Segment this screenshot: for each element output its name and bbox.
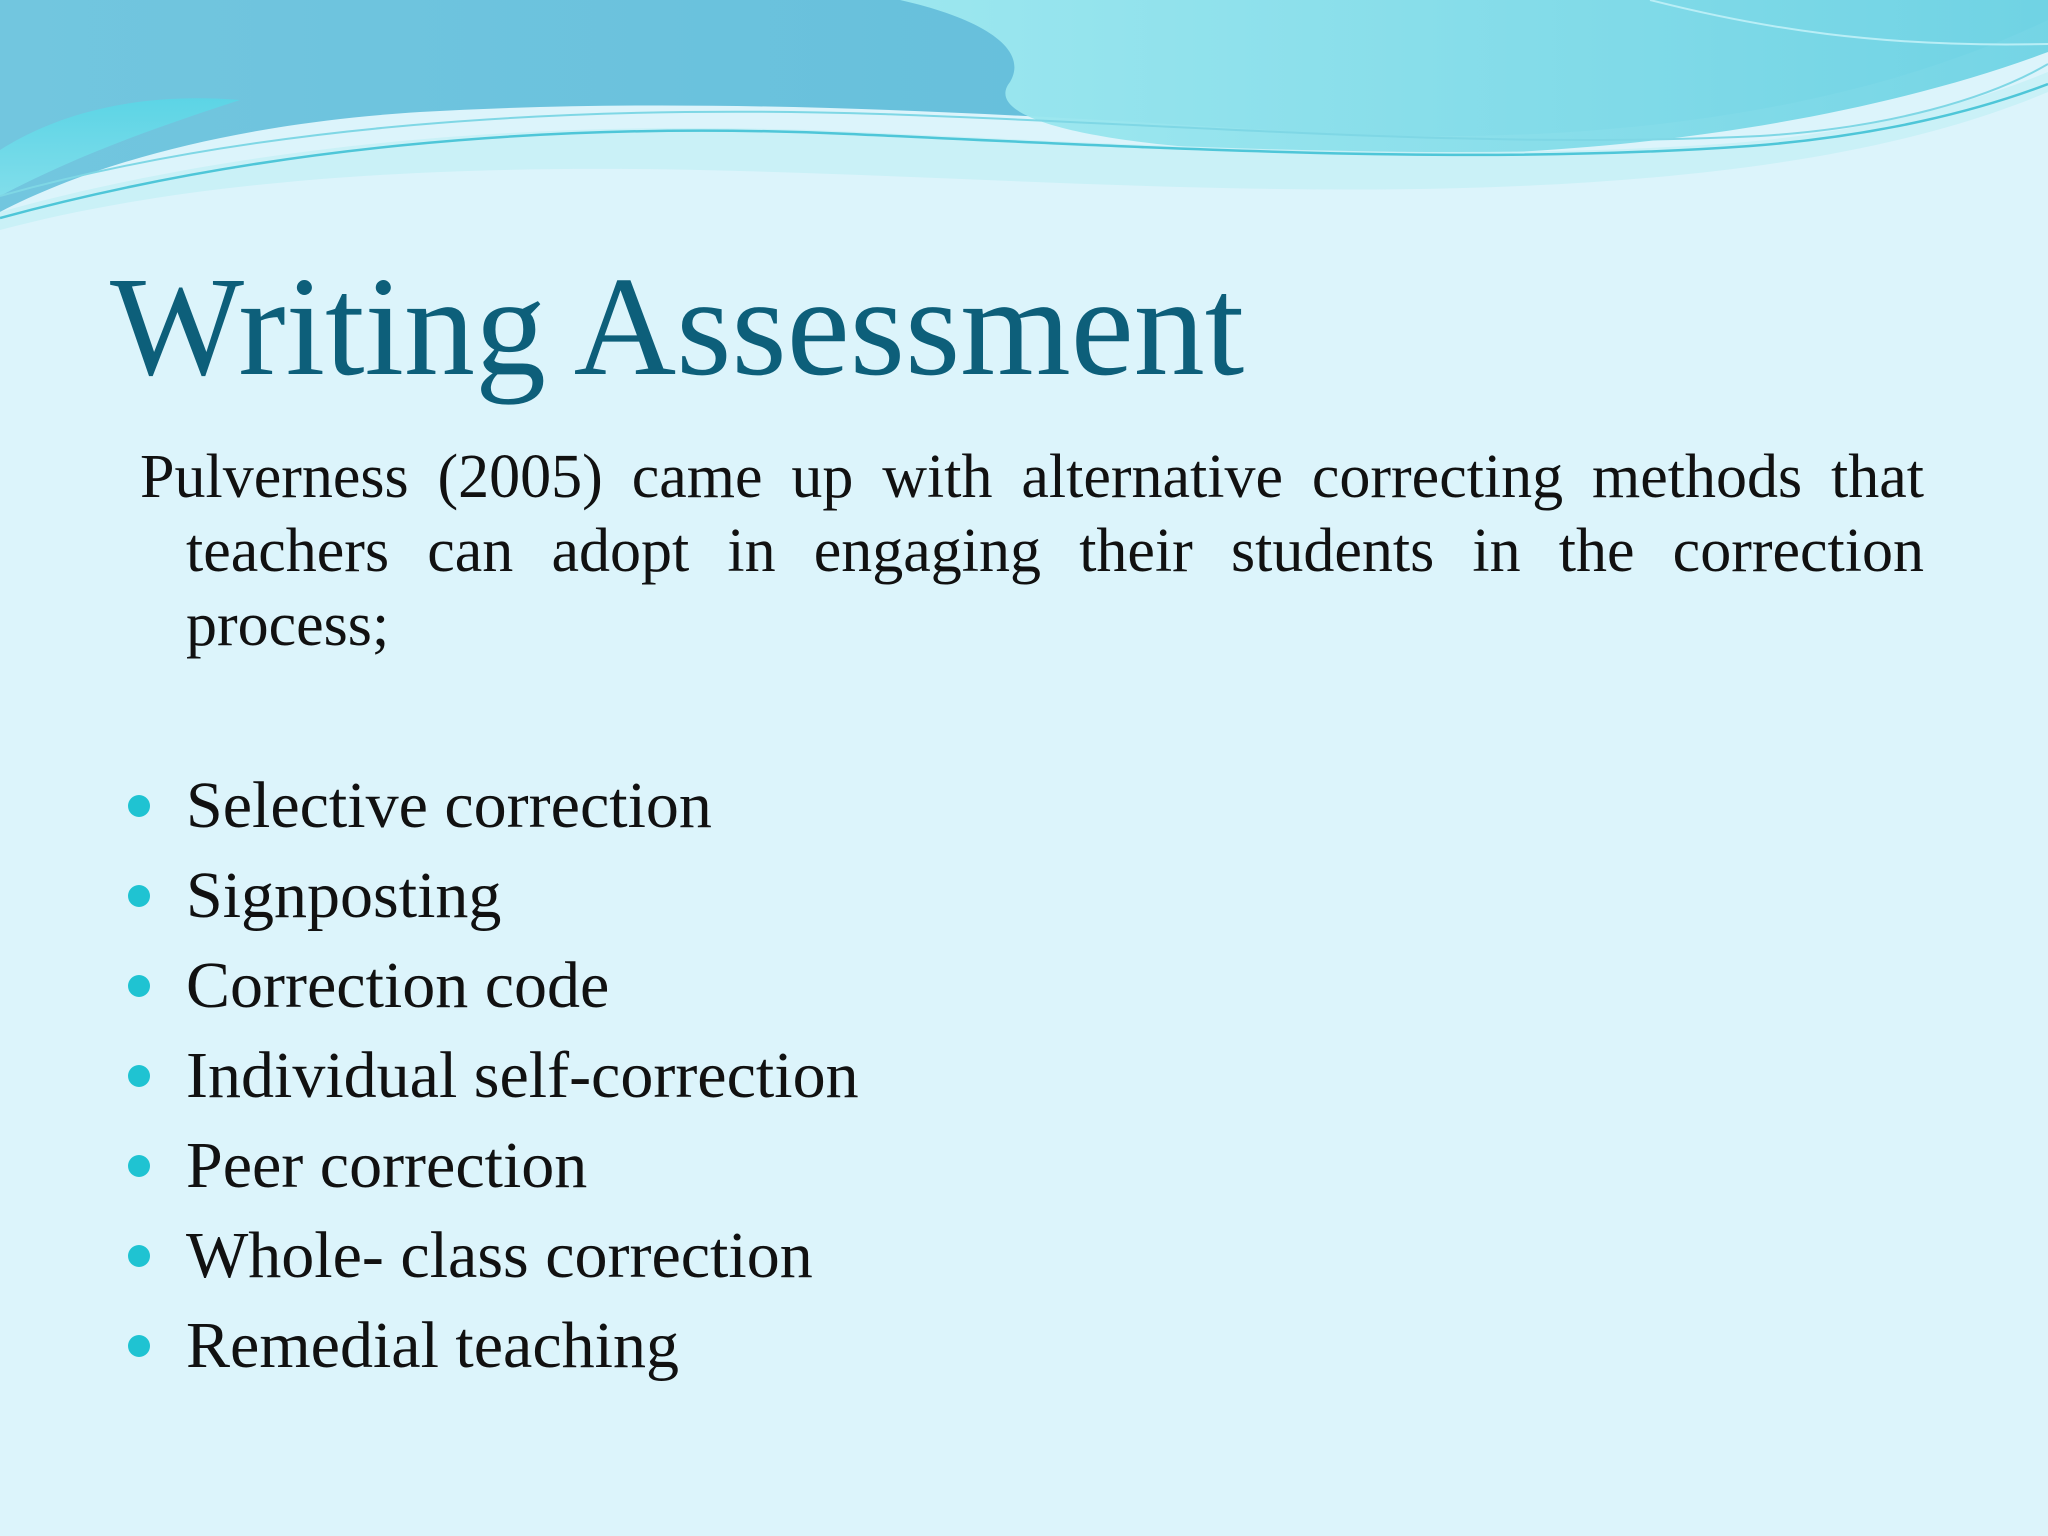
bullet-item-remedial-teaching: [128, 1301, 859, 1391]
bullet-text: Peer correction: [186, 1129, 588, 1202]
bullet-dot-icon: [128, 795, 150, 817]
bullet-text: Individual self-correction: [186, 1039, 859, 1112]
bullet-item-peer-correction: [128, 1121, 859, 1211]
bullet-text: Remedial teaching: [186, 1309, 679, 1382]
bullet-dot-icon: [128, 975, 150, 997]
bullet-item-selective-correction: [128, 761, 859, 851]
bullet-item-correction-code: [128, 941, 859, 1031]
bullet-dot-icon: [128, 1335, 150, 1357]
bullet-text: Whole- class correction: [186, 1219, 813, 1292]
header-wave-decoration: [0, 0, 2048, 240]
intro-paragraph: Pulverness (2005) came up with alternative correcting methods that teachers can adopt in engaging their students in the correction process;: [140, 443, 1924, 659]
bullet-dot-icon: [128, 1065, 150, 1087]
bullet-dot-icon: [128, 1245, 150, 1267]
bullet-item-signposting: [128, 851, 859, 941]
bullet-item-individual-self-correction: [128, 1031, 859, 1121]
bullet-text: Correction code: [186, 949, 610, 1022]
bullet-dot-icon: [128, 1155, 150, 1177]
slide-title: Writing Assessment: [110, 247, 1245, 405]
bullet-dot-icon: [128, 885, 150, 907]
correction-methods-list: [128, 761, 859, 1391]
bullet-text: Selective correction: [186, 769, 712, 842]
bullet-text: Signposting: [186, 859, 502, 932]
bullet-item-whole-class-correction: [128, 1211, 859, 1301]
